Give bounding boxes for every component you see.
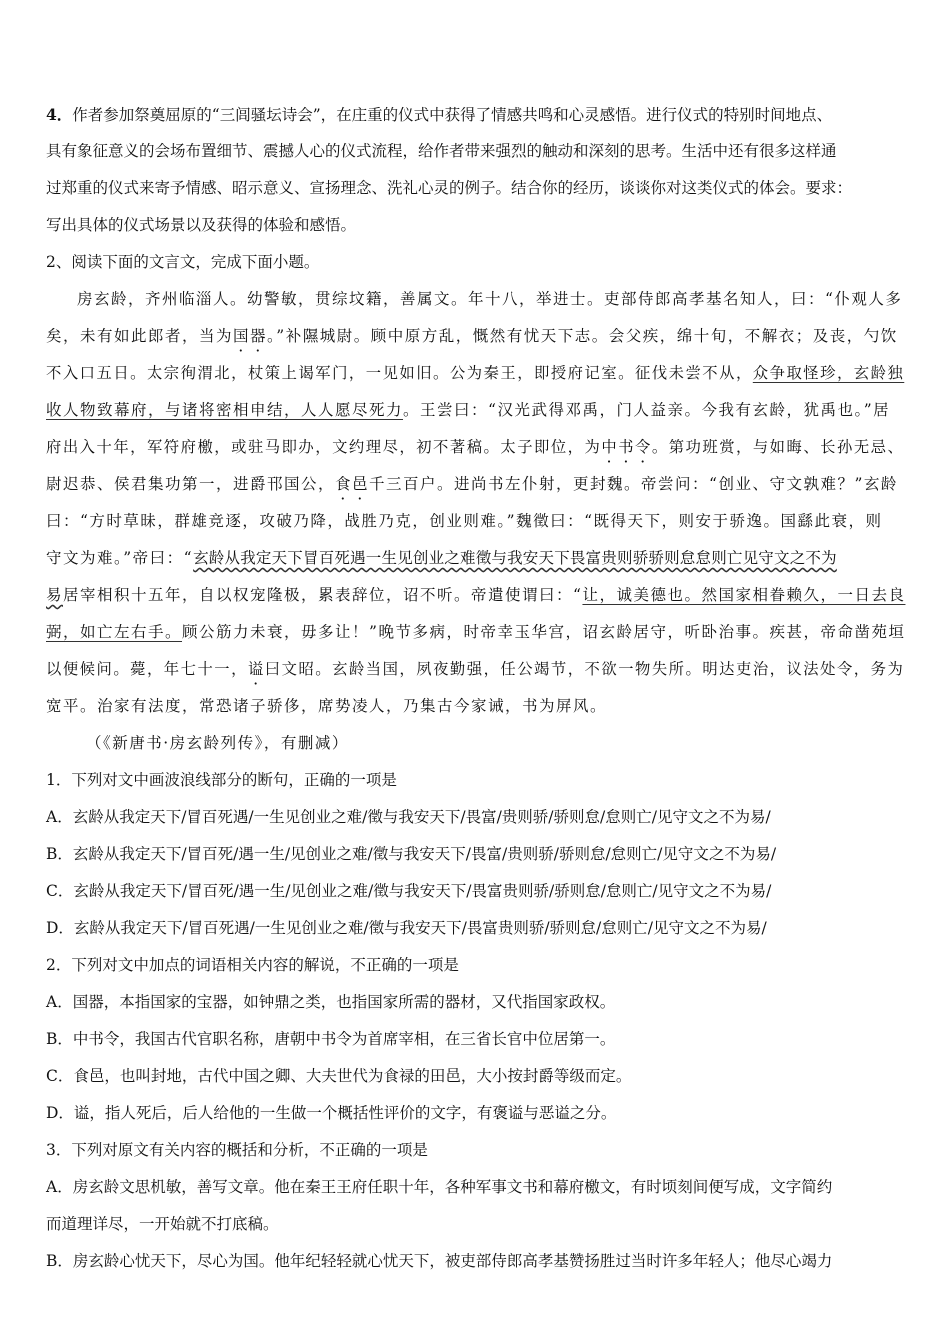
passage-line: 不入口五日。太宗徇渭北，杖策上谒军门，一见如旧。公为秦王，即授府记室。征伐未尝不从，众争取怪珍，玄龄独 bbox=[46, 364, 905, 382]
passage-line: 宽平。治家有法度，常恐诸子骄侈，席势凌人，乃集古今家诫，书为屏风。 bbox=[46, 697, 608, 715]
passage-line: 以便候问。薨，年七十一，谥曰文昭。玄龄当国，夙夜勤强，任公竭节，不欲一物失所。明达吏治，议法处令，务为 bbox=[46, 660, 905, 678]
section-title: 2、阅读下面的文言文，完成下面小题。 bbox=[46, 253, 320, 271]
essay-prompt-line: 具有象征意义的会场布置细节、震撼人心的仪式流程，给作者带来强烈的触动和深刻的思考。生活中还有很多这样通 bbox=[46, 142, 837, 160]
dotted-word: 国 bbox=[233, 327, 251, 345]
passage-line: 易居宰相积十五年，自以权宠隆极，累表辞位，诏不听。帝遣使谓曰：“让，诚美德也。然国家相眷赖久，一日去良 bbox=[46, 586, 906, 604]
option-b: B．中书令，我国古代官职名称，唐朝中书令为首席宰相，在三省长官中位居第一。 bbox=[46, 1030, 616, 1048]
passage-line: 府出入十年，军符府檄，或驻马即办，文约理尽，初不著稿。太子即位，为中书令。第功班赏，与如晦、长孙无忌、 bbox=[46, 438, 905, 456]
passage-line: 曰：“方时草昧，群雄竞逐，攻破乃降，战胜乃克，创业则难。”魏徵曰：“既得天下，则安于骄逸。国繇此衰，则 bbox=[46, 512, 883, 530]
passage-line: 收人物致幕府，与诸将密相申结，人人愿尽死力。王尝曰：“汉光武得邓禹，门人益亲。今我有玄龄，犹禹也。”居 bbox=[46, 401, 891, 419]
question-stem: 3．下列对原文有关内容的概括和分析，不正确的一项是 bbox=[46, 1141, 428, 1159]
option-a: A．国器，本指国家的宝器，如钟鼎之类，也指国家所需的器材，又代指国家政权。 bbox=[46, 993, 616, 1011]
essay-prompt-line: 过郑重的仪式来寄予情感、昭示意义、宣扬理念、洗礼心灵的例子。结合你的经历，谈谈你对这类仪式的体会。要求： bbox=[46, 179, 853, 197]
underlined-sentence: 收人物致幕府，与诸将密相申结，人人愿尽死力 bbox=[46, 401, 404, 419]
dotted-word: 中 bbox=[601, 438, 619, 456]
dotted-word: 令 bbox=[635, 438, 652, 456]
option-d: D．谥，指人死后，后人给他的一生做一个概括性评价的文字，有褒谥与恶谥之分。 bbox=[46, 1104, 617, 1122]
question-stem: 1．下列对文中画波浪线部分的断句，正确的一项是 bbox=[46, 771, 397, 789]
dotted-word: 邑 bbox=[352, 475, 370, 493]
passage-line: 房玄龄，齐州临淄人。幼警敏，贯综坟籍，善属文。年十八，举进士。吏部侍郎高孝基名知人，曰：“仆观人多 bbox=[77, 290, 903, 308]
option-a: A．玄龄从我定天下/冒百死遇/一生见创业之难/徵与我安天下/畏富/贵则骄/骄则怠/怠则亡/见守文之不为易/ bbox=[46, 808, 771, 826]
passage-source: （《新唐书·房玄龄列传》，有删减） bbox=[86, 734, 349, 752]
exam-page bbox=[46, 96, 908, 1280]
passage-line: 弼，如亡左右手。顾公筋力未衰，毋多让！”晚节多病，时帝幸玉华宫，诏玄龄居守，听卧治事。疾甚，帝命凿苑垣 bbox=[46, 623, 906, 641]
underlined-sentence: 让，诚美德也。然国家相眷赖久，一日去良 bbox=[582, 586, 906, 604]
underlined-sentence: 弼，如亡左右手。 bbox=[46, 623, 183, 641]
passage-line: 矣，未有如此郎者，当为国器。”补隰城尉。顾中原方乱，慨然有忧天下志。会父疾，绵十旬，不解衣；及丧，勺饮 bbox=[46, 327, 898, 345]
underlined-sentence: 众争取怪珍，玄龄独 bbox=[752, 364, 905, 382]
option-c: C．食邑，也叫封地，古代中国之卿、大夫世代为食禄的田邑，大小按封爵等级而定。 bbox=[46, 1067, 632, 1085]
wavy-underlined-sentence: 易 bbox=[46, 586, 64, 604]
option-c: C．玄龄从我定天下/冒百死/遇一生/见创业之难/徵与我安天下/畏富贵则骄/骄则怠/怠则亡/见守文之不为易/ bbox=[46, 882, 772, 900]
essay-prompt-line: 4．作者参加祭奠屈原的“三闾骚坛诗会”，在庄重的仪式中获得了情感共鸣和心灵感悟。进行仪式的特别时间地点、 bbox=[46, 105, 833, 124]
dotted-word: 谥 bbox=[247, 660, 265, 678]
essay-prompt-line: 写出具体的仪式场景以及获得的体验和感悟。 bbox=[46, 216, 357, 234]
passage-line: 尉迟恭、侯君集功第一，进爵邗国公，食邑千三百户。进尚书左仆射，更封魏。帝尝问：“创业、守文孰难？”玄龄 bbox=[46, 475, 898, 493]
passage-line: 守文为难。”帝曰：“玄龄从我定天下冒百死遇一生见创业之难徵与我安天下畏富贵则骄骄则怠怠则亡见守文之不为 bbox=[46, 549, 837, 567]
question-stem: 2．下列对文中加点的词语相关内容的解说，不正确的一项是 bbox=[46, 956, 459, 974]
dotted-word: 书 bbox=[618, 438, 636, 456]
option-b: B．玄龄从我定天下/冒百死/遇一生/见创业之难/徵与我安天下/畏富/贵则骄/骄则怠/怠则亡/见守文之不为易/ bbox=[46, 845, 777, 863]
dotted-word: 食 bbox=[335, 475, 353, 493]
wavy-underlined-sentence: 玄龄从我定天下冒百死遇一生见创业之难徵与我安天下畏富贵则骄骄则怠怠则亡见守文之不为 bbox=[193, 549, 837, 567]
option-d: D．玄龄从我定天下/冒百死遇/一生见创业之难/徵与我安天下/畏富贵则骄/骄则怠/怠则亡/见守文之不为易/ bbox=[46, 919, 767, 937]
dotted-word: 器 bbox=[250, 327, 268, 345]
option-a-continued: 而道理详尽，一开始就不打底稿。 bbox=[46, 1215, 279, 1233]
option-b: B．房玄龄心忧天下，尽心为国。他年纪轻轻就心忧天下，被吏部侍郎高孝基赞扬胜过当时许多年轻人；他尽心竭力 bbox=[46, 1252, 833, 1270]
question-number: 4． bbox=[46, 105, 73, 124]
option-a: A．房玄龄文思机敏，善写文章。他在秦王王府任职十年，各种军事文书和幕府檄文，有时顷刻间便写成，文字简约 bbox=[46, 1178, 833, 1196]
